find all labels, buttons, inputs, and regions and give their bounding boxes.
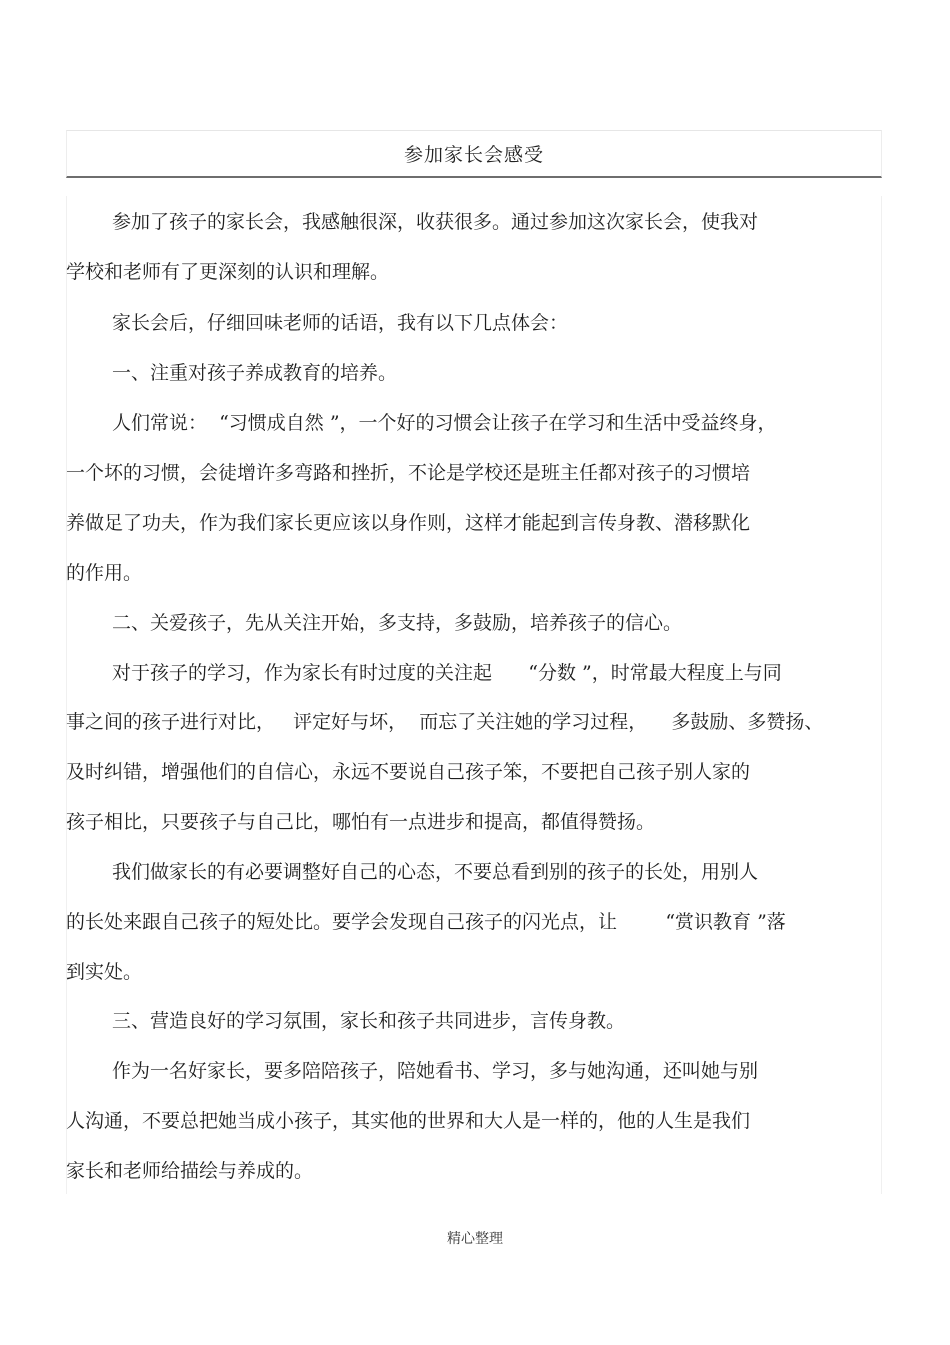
paragraph-line: 参加了孩子的家长会，我感触很深，收获很多。通过参加这次家长会，使我对 <box>112 211 759 233</box>
paragraph-line: 养做足了功夫，作为我们家长更应该以身作则，这样才能起到言传身教、潜移默化 <box>66 512 751 534</box>
paragraph-line: 到实处。 <box>66 961 143 983</box>
paragraph-line: 家长会后，仔细回味老师的话语，我有以下几点体会： <box>112 312 569 334</box>
title-box <box>66 130 882 178</box>
paragraph-line: 我们做家长的有必要调整好自己的心态，不要总看到别的孩子的长处，用别人 <box>112 861 759 883</box>
paragraph-line: 及时纠错，增强他们的自信心，永远不要说自己孩子笨，不要把自己孩子别人家的 <box>66 761 751 783</box>
page-footer: 精心整理 <box>447 1231 503 1247</box>
paragraph-line: 学校和老师有了更深刻的认识和理解。 <box>66 261 390 283</box>
paragraph-line: 人们常说： “习惯成自然 ”，一个好的习惯会让孩子在学习和生活中受益终身， <box>112 412 777 434</box>
paragraph-line: 的长处来跟自己孩子的短处比。要学会发现自己孩子的闪光点，让 “赏识教育 ”落 <box>66 911 786 933</box>
paragraph-line: 孩子相比，只要孩子与自己比，哪怕有一点进步和提高，都值得赞扬。 <box>66 811 656 833</box>
paragraph-line: 一个坏的习惯，会徒增许多弯路和挫折，不论是学校还是班主任都对孩子的习惯培 <box>66 462 751 484</box>
paragraph-line: 人沟通，不要总把她当成小孩子，其实他的世界和大人是一样的，他的人生是我们 <box>66 1110 751 1132</box>
paragraph-line: 对于孩子的学习，作为家长有时过度的关注起 “分数 ”，时常最大程度上与同 <box>112 662 782 684</box>
paragraph-line: 的作用。 <box>66 562 143 584</box>
document-title: 参加家长会感受 <box>403 144 544 166</box>
body-frame <box>66 196 882 1194</box>
section-heading: 二、关爱孩子，先从关注开始，多支持，多鼓励，培养孩子的信心。 <box>112 612 683 634</box>
paragraph-line: 事之间的孩子进行对比， 评定好与坏， 而忘了关注她的学习过程， 多鼓励、多赞扬、 <box>66 711 824 733</box>
section-heading: 一、注重对孩子养成教育的培养。 <box>112 362 398 384</box>
paragraph-line: 家长和老师给描绘与养成的。 <box>66 1160 314 1182</box>
paragraph-line: 作为一名好家长，要多陪陪孩子，陪她看书、学习，多与她沟通，还叫她与别 <box>112 1060 759 1082</box>
section-heading: 三、营造良好的学习氛围，家长和孩子共同进步，言传身教。 <box>112 1010 626 1032</box>
